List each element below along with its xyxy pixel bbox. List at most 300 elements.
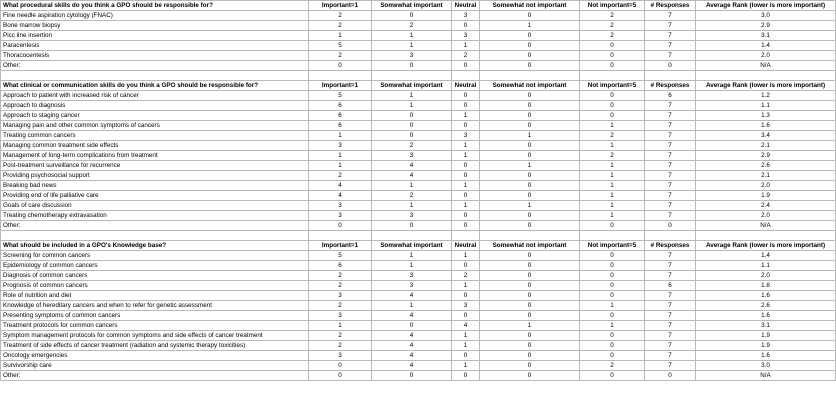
cell-value[interactable]: 0 <box>480 301 580 311</box>
column-header[interactable]: Important=1 <box>309 241 372 251</box>
cell-value[interactable]: 3 <box>372 151 452 161</box>
cell-value[interactable]: 3 <box>372 211 452 221</box>
cell-value[interactable]: 0 <box>480 191 580 201</box>
cell-value[interactable]: 0 <box>480 351 580 361</box>
cell-value[interactable]: 2.6 <box>696 301 836 311</box>
row-label[interactable]: Prognosis of common cancers <box>1 281 309 291</box>
cell-value[interactable]: 7 <box>645 191 696 201</box>
cell-value[interactable]: 0 <box>309 361 372 371</box>
cell-value[interactable]: 0 <box>645 61 696 71</box>
column-header[interactable]: Not important=5 <box>580 241 645 251</box>
empty-cell[interactable] <box>309 71 372 81</box>
cell-value[interactable]: 3 <box>372 51 452 61</box>
cell-value[interactable]: 7 <box>645 141 696 151</box>
cell-value[interactable]: 7 <box>645 161 696 171</box>
cell-value[interactable]: 1 <box>580 201 645 211</box>
cell-value[interactable]: N/A <box>696 221 836 231</box>
cell-value[interactable]: 4 <box>372 171 452 181</box>
row-label[interactable]: Providing end of life palliative care <box>1 191 309 201</box>
row-label[interactable]: Post-treatment surveillance for recurrence <box>1 161 309 171</box>
cell-value[interactable]: 1 <box>452 251 480 261</box>
cell-value[interactable]: 0 <box>480 111 580 121</box>
empty-cell[interactable] <box>372 71 452 81</box>
cell-value[interactable]: 0 <box>645 221 696 231</box>
cell-value[interactable]: 7 <box>645 301 696 311</box>
cell-value[interactable]: 0 <box>580 331 645 341</box>
cell-value[interactable]: 1 <box>309 151 372 161</box>
cell-value[interactable]: 2 <box>372 141 452 151</box>
cell-value[interactable]: 0 <box>480 11 580 21</box>
column-header[interactable]: Neutral <box>452 81 480 91</box>
cell-value[interactable]: 0 <box>372 111 452 121</box>
cell-value[interactable]: 1 <box>372 261 452 271</box>
cell-value[interactable]: 0 <box>580 251 645 261</box>
row-label[interactable]: Treating chemotherapy extravasation <box>1 211 309 221</box>
empty-cell[interactable] <box>452 231 480 241</box>
cell-value[interactable]: 7 <box>645 51 696 61</box>
cell-value[interactable]: 1 <box>580 191 645 201</box>
empty-cell[interactable] <box>309 231 372 241</box>
cell-value[interactable]: 0 <box>480 171 580 181</box>
cell-value[interactable]: 0 <box>480 271 580 281</box>
row-label[interactable]: Role of nutrition and diet <box>1 291 309 301</box>
cell-value[interactable]: 2 <box>309 51 372 61</box>
cell-value[interactable]: 0 <box>580 221 645 231</box>
cell-value[interactable]: 7 <box>645 261 696 271</box>
cell-value[interactable]: 0 <box>452 121 480 131</box>
cell-value[interactable]: 1 <box>372 301 452 311</box>
cell-value[interactable]: 3.0 <box>696 361 836 371</box>
cell-value[interactable]: 4 <box>452 321 480 331</box>
cell-value[interactable]: 0 <box>452 61 480 71</box>
cell-value[interactable]: 2 <box>580 361 645 371</box>
cell-value[interactable]: 0 <box>452 221 480 231</box>
cell-value[interactable]: 0 <box>372 11 452 21</box>
row-label[interactable]: Approach to patient with increased risk of cancer <box>1 91 309 101</box>
column-header[interactable]: Not important=5 <box>580 81 645 91</box>
empty-cell[interactable] <box>696 231 836 241</box>
cell-value[interactable]: 0 <box>480 281 580 291</box>
cell-value[interactable]: 1 <box>372 201 452 211</box>
cell-value[interactable]: 0 <box>480 141 580 151</box>
cell-value[interactable]: 3 <box>372 281 452 291</box>
cell-value[interactable]: 0 <box>480 51 580 61</box>
cell-value[interactable]: 2.0 <box>696 271 836 281</box>
cell-value[interactable]: 1 <box>372 101 452 111</box>
cell-value[interactable]: 7 <box>645 11 696 21</box>
row-label[interactable]: Picc line insertion <box>1 31 309 41</box>
cell-value[interactable]: 0 <box>480 151 580 161</box>
column-header[interactable]: Average Rank (lower is more important) <box>696 81 836 91</box>
cell-value[interactable]: 0 <box>645 371 696 381</box>
cell-value[interactable]: 0 <box>580 111 645 121</box>
cell-value[interactable]: 0 <box>480 41 580 51</box>
cell-value[interactable]: 2 <box>309 301 372 311</box>
row-label[interactable]: Providing psychosocial support <box>1 171 309 181</box>
row-label[interactable]: Knowledge of hereditary cancers and when to refer for genetic assessment <box>1 301 309 311</box>
cell-value[interactable]: 3 <box>452 131 480 141</box>
cell-value[interactable]: 2 <box>309 21 372 31</box>
cell-value[interactable]: N/A <box>696 61 836 71</box>
cell-value[interactable]: 0 <box>452 101 480 111</box>
cell-value[interactable]: 5 <box>309 251 372 261</box>
cell-value[interactable]: 0 <box>580 311 645 321</box>
cell-value[interactable]: 2 <box>309 171 372 181</box>
row-label[interactable]: Survivorship care <box>1 361 309 371</box>
cell-value[interactable]: 0 <box>452 351 480 361</box>
cell-value[interactable]: 0 <box>452 211 480 221</box>
row-label[interactable]: Other: <box>1 371 309 381</box>
cell-value[interactable]: 4 <box>372 331 452 341</box>
row-label[interactable]: Managing pain and other common symptoms of cancers <box>1 121 309 131</box>
column-header[interactable]: # Responses <box>645 81 696 91</box>
row-label[interactable]: Screening for common cancers <box>1 251 309 261</box>
column-header[interactable]: Neutral <box>452 1 480 11</box>
cell-value[interactable]: 0 <box>452 161 480 171</box>
row-label[interactable]: Symptom management protocols for common symptoms and side effects of cancer treatment <box>1 331 309 341</box>
cell-value[interactable]: 3 <box>452 301 480 311</box>
row-label[interactable]: Goals of care discussion <box>1 201 309 211</box>
empty-cell[interactable] <box>645 231 696 241</box>
row-label[interactable]: Treatment of side effects of cancer treatment (radiation and systemic therapy toxicities) <box>1 341 309 351</box>
cell-value[interactable]: 0 <box>480 331 580 341</box>
cell-value[interactable]: 1 <box>480 161 580 171</box>
cell-value[interactable]: 0 <box>580 371 645 381</box>
cell-value[interactable]: 1.6 <box>696 121 836 131</box>
cell-value[interactable]: 7 <box>645 41 696 51</box>
cell-value[interactable]: 3 <box>309 351 372 361</box>
row-label[interactable]: Treating common cancers <box>1 131 309 141</box>
column-header[interactable]: Neutral <box>452 241 480 251</box>
cell-value[interactable]: 5 <box>309 91 372 101</box>
cell-value[interactable]: 3 <box>309 291 372 301</box>
cell-value[interactable]: 0 <box>452 191 480 201</box>
cell-value[interactable]: 1 <box>580 171 645 181</box>
cell-value[interactable]: 1 <box>452 181 480 191</box>
cell-value[interactable]: 1 <box>480 321 580 331</box>
cell-value[interactable]: 1 <box>580 141 645 151</box>
cell-value[interactable]: 6 <box>309 101 372 111</box>
cell-value[interactable]: 7 <box>645 21 696 31</box>
cell-value[interactable]: 1.1 <box>696 101 836 111</box>
cell-value[interactable]: 0 <box>580 261 645 271</box>
cell-value[interactable]: 0 <box>580 41 645 51</box>
column-header[interactable]: Important=1 <box>309 1 372 11</box>
cell-value[interactable]: 0 <box>372 321 452 331</box>
cell-value[interactable]: 2 <box>309 271 372 281</box>
cell-value[interactable]: 0 <box>580 61 645 71</box>
cell-value[interactable]: 0 <box>372 131 452 141</box>
cell-value[interactable]: 1.4 <box>696 251 836 261</box>
cell-value[interactable]: 1.1 <box>696 261 836 271</box>
cell-value[interactable]: 7 <box>645 121 696 131</box>
cell-value[interactable]: 0 <box>580 281 645 291</box>
cell-value[interactable]: 2.9 <box>696 21 836 31</box>
cell-value[interactable]: 1 <box>309 31 372 41</box>
cell-value[interactable]: 1 <box>452 141 480 151</box>
empty-cell[interactable] <box>480 231 580 241</box>
empty-cell[interactable] <box>1 71 309 81</box>
cell-value[interactable]: 0 <box>372 371 452 381</box>
column-header[interactable]: # Responses <box>645 241 696 251</box>
cell-value[interactable]: 1 <box>372 251 452 261</box>
row-label[interactable]: Other: <box>1 61 309 71</box>
row-label[interactable]: Bone marrow biopsy <box>1 21 309 31</box>
cell-value[interactable]: 3.1 <box>696 31 836 41</box>
cell-value[interactable]: 6 <box>645 281 696 291</box>
cell-value[interactable]: 7 <box>645 341 696 351</box>
cell-value[interactable]: 1 <box>372 31 452 41</box>
cell-value[interactable]: 0 <box>480 181 580 191</box>
cell-value[interactable]: 0 <box>372 61 452 71</box>
cell-value[interactable]: 1 <box>372 91 452 101</box>
cell-value[interactable]: 7 <box>645 111 696 121</box>
section-question[interactable]: What should be included in a GPO's Knowledge base? <box>1 241 309 251</box>
row-label[interactable]: Treatment protocols for common cancers <box>1 321 309 331</box>
cell-value[interactable]: 1 <box>372 181 452 191</box>
cell-value[interactable]: 3 <box>309 211 372 221</box>
cell-value[interactable]: 3.1 <box>696 321 836 331</box>
row-label[interactable]: Management of long-term complications from treatment <box>1 151 309 161</box>
cell-value[interactable]: 0 <box>580 291 645 301</box>
cell-value[interactable]: 0 <box>480 311 580 321</box>
cell-value[interactable]: 0 <box>372 121 452 131</box>
cell-value[interactable]: 1.8 <box>696 281 836 291</box>
row-label[interactable]: Oncology emergencies <box>1 351 309 361</box>
cell-value[interactable]: 1 <box>480 21 580 31</box>
cell-value[interactable]: 2 <box>580 11 645 21</box>
cell-value[interactable]: 6 <box>309 111 372 121</box>
cell-value[interactable]: 0 <box>452 311 480 321</box>
cell-value[interactable]: 2 <box>580 31 645 41</box>
cell-value[interactable]: 4 <box>372 161 452 171</box>
cell-value[interactable]: 1 <box>480 201 580 211</box>
cell-value[interactable]: 4 <box>372 311 452 321</box>
cell-value[interactable]: 2.1 <box>696 141 836 151</box>
cell-value[interactable]: 1.6 <box>696 311 836 321</box>
cell-value[interactable]: 0 <box>480 211 580 221</box>
cell-value[interactable]: 1 <box>580 181 645 191</box>
cell-value[interactable]: 1 <box>372 41 452 51</box>
row-label[interactable]: Diagnosis of common cancers <box>1 271 309 281</box>
empty-cell[interactable] <box>1 231 309 241</box>
cell-value[interactable]: 1 <box>452 361 480 371</box>
cell-value[interactable]: 3 <box>309 201 372 211</box>
cell-value[interactable]: 0 <box>480 31 580 41</box>
cell-value[interactable]: 2.6 <box>696 161 836 171</box>
cell-value[interactable]: 7 <box>645 201 696 211</box>
column-header[interactable]: Important=1 <box>309 81 372 91</box>
cell-value[interactable]: 0 <box>480 91 580 101</box>
cell-value[interactable]: 0 <box>480 361 580 371</box>
section-question[interactable]: What procedural skills do you think a GPO should be responsible for? <box>1 1 309 11</box>
column-header[interactable]: Not important=5 <box>580 1 645 11</box>
cell-value[interactable]: 0 <box>580 271 645 281</box>
cell-value[interactable]: 2 <box>372 191 452 201</box>
cell-value[interactable]: 6 <box>645 91 696 101</box>
cell-value[interactable]: 0 <box>452 21 480 31</box>
cell-value[interactable]: 0 <box>309 221 372 231</box>
empty-cell[interactable] <box>480 71 580 81</box>
cell-value[interactable]: 1 <box>452 341 480 351</box>
cell-value[interactable]: 2.0 <box>696 51 836 61</box>
cell-value[interactable]: 2.1 <box>696 171 836 181</box>
cell-value[interactable]: 1 <box>309 161 372 171</box>
cell-value[interactable]: 1 <box>309 321 372 331</box>
row-label[interactable]: Managing common treatment side effects <box>1 141 309 151</box>
cell-value[interactable]: 7 <box>645 211 696 221</box>
column-header[interactable]: Average Rank (lower is more important) <box>696 241 836 251</box>
cell-value[interactable]: 0 <box>309 61 372 71</box>
empty-cell[interactable] <box>452 71 480 81</box>
cell-value[interactable]: 0 <box>480 341 580 351</box>
cell-value[interactable]: 2 <box>580 21 645 31</box>
cell-value[interactable]: 1 <box>580 301 645 311</box>
column-header[interactable]: Somewhat not important <box>480 1 580 11</box>
section-question[interactable]: What clinical or communication skills do you think a GPO should be responsible for? <box>1 81 309 91</box>
cell-value[interactable]: 0 <box>480 221 580 231</box>
column-header[interactable]: # Responses <box>645 1 696 11</box>
cell-value[interactable]: 3 <box>309 141 372 151</box>
cell-value[interactable]: 0 <box>452 171 480 181</box>
cell-value[interactable]: 7 <box>645 101 696 111</box>
cell-value[interactable]: 1 <box>452 151 480 161</box>
row-label[interactable]: Approach to diagnosis <box>1 101 309 111</box>
cell-value[interactable]: 4 <box>372 361 452 371</box>
empty-cell[interactable] <box>580 231 645 241</box>
cell-value[interactable]: 3.0 <box>696 11 836 21</box>
cell-value[interactable]: 3 <box>309 311 372 321</box>
column-header[interactable]: Somewhat not important <box>480 241 580 251</box>
empty-cell[interactable] <box>696 71 836 81</box>
cell-value[interactable]: 5 <box>309 41 372 51</box>
cell-value[interactable]: 2 <box>309 11 372 21</box>
column-header[interactable]: Somewhat not important <box>480 81 580 91</box>
cell-value[interactable]: 0 <box>309 371 372 381</box>
cell-value[interactable]: 0 <box>580 101 645 111</box>
cell-value[interactable]: 3 <box>452 11 480 21</box>
cell-value[interactable]: 2 <box>309 331 372 341</box>
cell-value[interactable]: 0 <box>480 61 580 71</box>
row-label[interactable]: Approach to staging cancer <box>1 111 309 121</box>
cell-value[interactable]: 0 <box>580 341 645 351</box>
cell-value[interactable]: 2.9 <box>696 151 836 161</box>
cell-value[interactable]: 2.4 <box>696 201 836 211</box>
column-header[interactable]: Somewhat important <box>372 241 452 251</box>
cell-value[interactable]: 1 <box>580 211 645 221</box>
cell-value[interactable]: 2.0 <box>696 211 836 221</box>
cell-value[interactable]: 6 <box>309 261 372 271</box>
cell-value[interactable]: 1.9 <box>696 341 836 351</box>
cell-value[interactable]: 0 <box>452 261 480 271</box>
cell-value[interactable]: 7 <box>645 131 696 141</box>
cell-value[interactable]: 2 <box>452 51 480 61</box>
cell-value[interactable]: 0 <box>480 101 580 111</box>
cell-value[interactable]: 3 <box>452 31 480 41</box>
cell-value[interactable]: 4 <box>372 341 452 351</box>
cell-value[interactable]: 6 <box>309 121 372 131</box>
cell-value[interactable]: 7 <box>645 171 696 181</box>
cell-value[interactable]: 1 <box>580 321 645 331</box>
row-label[interactable]: Fine needle aspiration cytology (FNAC) <box>1 11 309 21</box>
cell-value[interactable]: 7 <box>645 151 696 161</box>
cell-value[interactable]: 1 <box>580 161 645 171</box>
row-label[interactable]: Paracentesis <box>1 41 309 51</box>
cell-value[interactable]: 2 <box>580 131 645 141</box>
cell-value[interactable]: 0 <box>452 371 480 381</box>
cell-value[interactable]: 3.4 <box>696 131 836 141</box>
cell-value[interactable]: 1 <box>309 131 372 141</box>
cell-value[interactable]: 3 <box>372 271 452 281</box>
cell-value[interactable]: 1.4 <box>696 41 836 51</box>
cell-value[interactable]: 1.3 <box>696 111 836 121</box>
cell-value[interactable]: 0 <box>580 91 645 101</box>
cell-value[interactable]: 2 <box>372 21 452 31</box>
empty-cell[interactable] <box>580 71 645 81</box>
cell-value[interactable]: 1.9 <box>696 331 836 341</box>
cell-value[interactable]: 2 <box>309 341 372 351</box>
cell-value[interactable]: 1 <box>580 121 645 131</box>
cell-value[interactable]: 1.2 <box>696 91 836 101</box>
cell-value[interactable]: 0 <box>580 51 645 61</box>
column-header[interactable]: Somewhat important <box>372 81 452 91</box>
row-label[interactable]: Presenting symptoms of common cancers <box>1 311 309 321</box>
cell-value[interactable]: 1 <box>452 331 480 341</box>
cell-value[interactable]: 1.9 <box>696 191 836 201</box>
cell-value[interactable]: 4 <box>309 181 372 191</box>
cell-value[interactable]: 7 <box>645 251 696 261</box>
row-label[interactable]: Breaking bad news <box>1 181 309 191</box>
cell-value[interactable]: 0 <box>580 351 645 361</box>
row-label[interactable]: Thoracocentesis <box>1 51 309 61</box>
cell-value[interactable]: 0 <box>480 121 580 131</box>
cell-value[interactable]: 0 <box>480 261 580 271</box>
cell-value[interactable]: 7 <box>645 291 696 301</box>
cell-value[interactable]: 7 <box>645 271 696 281</box>
cell-value[interactable]: 7 <box>645 361 696 371</box>
cell-value[interactable]: 0 <box>480 251 580 261</box>
column-header[interactable]: Average Rank (lower is more important) <box>696 1 836 11</box>
cell-value[interactable]: 1 <box>452 41 480 51</box>
empty-cell[interactable] <box>645 71 696 81</box>
cell-value[interactable]: 1 <box>452 281 480 291</box>
cell-value[interactable]: 7 <box>645 321 696 331</box>
cell-value[interactable]: 2 <box>452 271 480 281</box>
cell-value[interactable]: 1 <box>452 111 480 121</box>
cell-value[interactable]: 1.6 <box>696 351 836 361</box>
cell-value[interactable]: 4 <box>372 351 452 361</box>
cell-value[interactable]: 7 <box>645 181 696 191</box>
cell-value[interactable]: 4 <box>309 191 372 201</box>
cell-value[interactable]: 0 <box>480 371 580 381</box>
cell-value[interactable]: 2 <box>580 151 645 161</box>
cell-value[interactable]: 4 <box>372 291 452 301</box>
cell-value[interactable]: 1 <box>480 131 580 141</box>
cell-value[interactable]: 2.0 <box>696 181 836 191</box>
cell-value[interactable]: 1 <box>452 201 480 211</box>
empty-cell[interactable] <box>372 231 452 241</box>
cell-value[interactable]: 0 <box>452 291 480 301</box>
row-label[interactable]: Epidemiology of common cancers <box>1 261 309 271</box>
cell-value[interactable]: 0 <box>452 91 480 101</box>
cell-value[interactable]: 7 <box>645 331 696 341</box>
cell-value[interactable]: N/A <box>696 371 836 381</box>
cell-value[interactable]: 7 <box>645 31 696 41</box>
row-label[interactable]: Other: <box>1 221 309 231</box>
cell-value[interactable]: 1.6 <box>696 291 836 301</box>
cell-value[interactable]: 7 <box>645 311 696 321</box>
cell-value[interactable]: 0 <box>372 221 452 231</box>
